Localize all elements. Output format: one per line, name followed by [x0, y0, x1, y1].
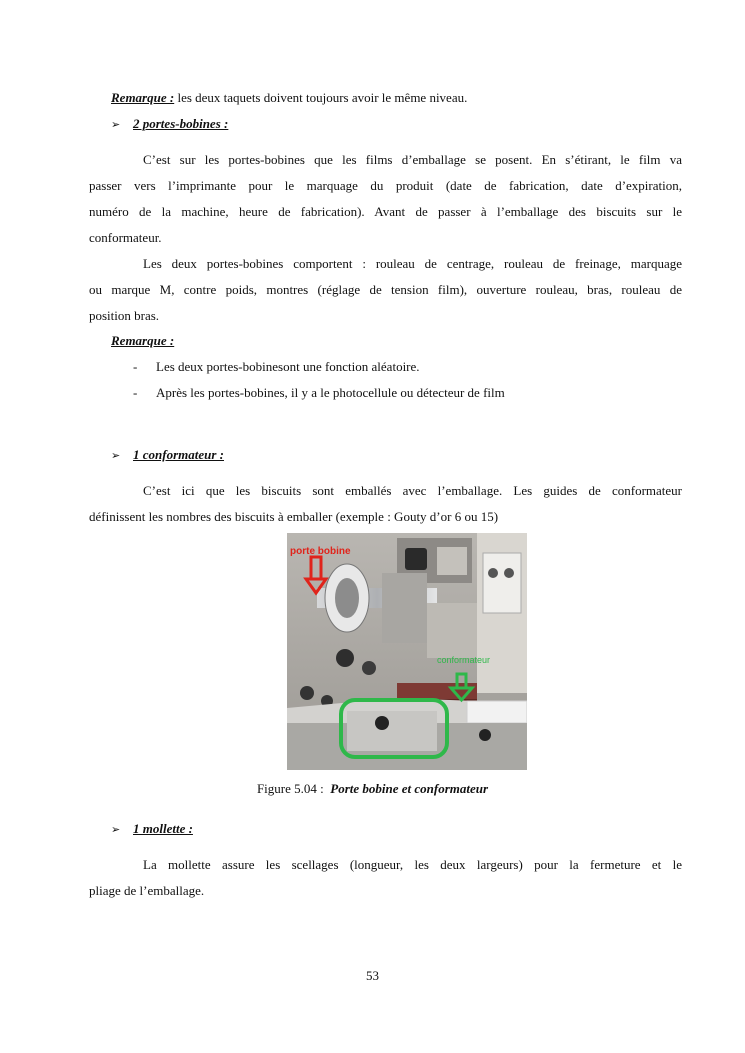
arrow-bullet-icon: ➢ — [111, 450, 121, 462]
remark-label — [111, 333, 704, 349]
caption-title: Porte bobine et conformateur — [330, 781, 489, 796]
list-item — [133, 385, 726, 401]
dash-bullet: - — [133, 385, 138, 400]
heading-text: 1 conformateur : — [133, 447, 224, 462]
paragraph-line: passer vers l’imprimante pour le marquage du produit (date de fabrication, date d’expiration, — [89, 178, 682, 193]
conformateur-label: conformateur — [437, 655, 491, 665]
list-item — [133, 359, 726, 375]
paragraph-line: C’est sur les portes-bobines que les films d’emballage se posent. En s’étirant, le film va — [143, 152, 682, 167]
porte-bobine-label: porte bobine — [290, 546, 351, 557]
section-heading-mollette — [111, 821, 704, 838]
remark-label: Remarque : — [111, 90, 175, 105]
paragraph-line: Les deux portes-bobines comportent : rouleau de centrage, rouleau de freinage, marquage — [143, 256, 682, 271]
section-heading-porte-bobines — [111, 116, 704, 133]
paragraph-line: La mollette assure les scellages (longueur, les deux largeurs) pour la fermeture et le — [143, 857, 682, 872]
list-item-text: Les deux portes-bobinesont une fonction aléatoire. — [156, 359, 420, 374]
list-item-text: Après les portes-bobines, il y a le photocellule ou détecteur de film — [156, 385, 505, 400]
page-number: 53 — [366, 968, 379, 983]
paragraph-line: numéro de la machine, heure de fabrication). Avant de passer à l’emballage des biscuits sur le — [89, 204, 682, 219]
section-heading-conformateur — [111, 447, 704, 464]
remark-label-text: Remarque : — [111, 333, 175, 348]
figure-caption — [0, 781, 745, 797]
arrow-bullet-icon: ➢ — [111, 824, 121, 836]
paragraph-line: C’est ici que les biscuits sont emballés avec l’emballage. Les guides de conformateur — [143, 483, 682, 498]
heading-text: 1 mollette : — [133, 821, 193, 836]
heading-text: 2 portes-bobines : — [133, 116, 229, 131]
paragraph-line: conformateur. — [89, 230, 162, 245]
dash-bullet: - — [133, 359, 138, 374]
remark-text: les deux taquets doivent toujours avoir le même niveau. — [174, 90, 468, 105]
caption-prefix: Figure 5.04 : — [256, 781, 324, 796]
paragraph-line: définissent les nombres des biscuits à emballer (exemple : Gouty d’or 6 ou 15) — [89, 509, 499, 524]
machine-photo — [287, 533, 527, 770]
arrow-bullet-icon: ➢ — [111, 119, 121, 131]
paragraph-line: ou marque M, contre poids, montres (réglage de tension film), ouverture rouleau, bras, rouleau de — [89, 282, 682, 297]
remark-paragraph — [111, 90, 704, 106]
paragraph-line: position bras. — [89, 308, 160, 323]
paragraph-line: pliage de l’emballage. — [89, 883, 205, 898]
